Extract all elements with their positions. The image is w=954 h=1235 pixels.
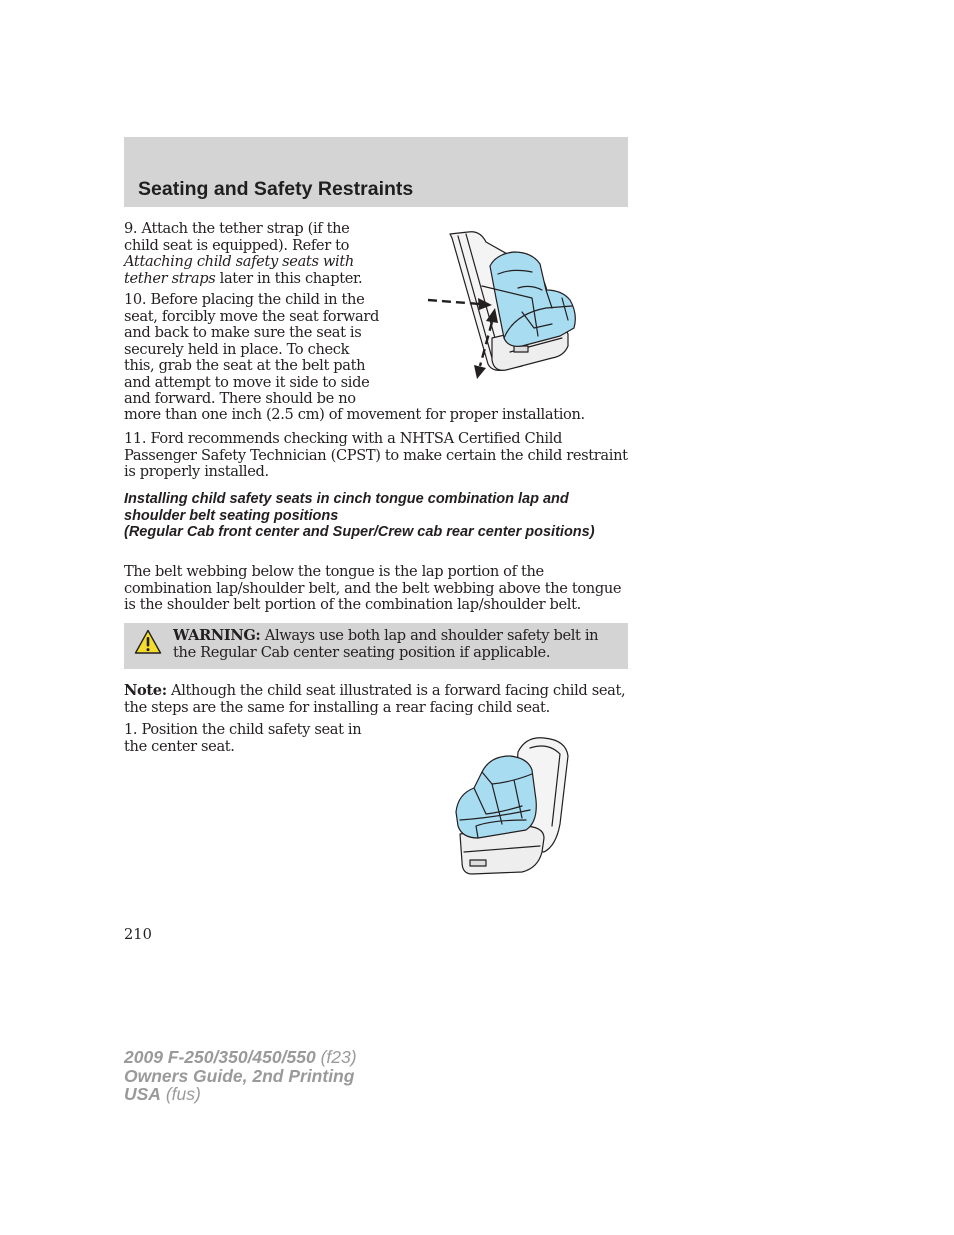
child-seat-movement-illustration bbox=[422, 228, 584, 386]
warning-triangle-icon bbox=[134, 629, 162, 655]
warning-box bbox=[124, 623, 628, 669]
step-9-text-b: later in this chapter. bbox=[215, 269, 363, 287]
page-number: 210 bbox=[124, 926, 152, 943]
note-paragraph bbox=[124, 683, 629, 716]
footer-guide: Owners Guide, 2nd Printing bbox=[124, 1065, 355, 1086]
step-11-paragraph: 11. Ford recommends checking with a NHTSA Certified Child Passenger Safety Technician (CPST) to make certain the child restraint is properly installed. bbox=[124, 430, 628, 480]
subheading-line-1: Installing child safety seats in cinch tongue combination lap and shoulder belt seating positions bbox=[124, 491, 569, 524]
section-header-band bbox=[124, 137, 628, 207]
footer-model: 2009 F-250/350/450/550 bbox=[124, 1047, 316, 1067]
footer-region-code: (fus) bbox=[160, 1084, 201, 1104]
footer-region: USA bbox=[124, 1084, 161, 1104]
step-9-paragraph bbox=[124, 221, 374, 287]
step-1-paragraph: 1. Position the child safety seat in the center seat. bbox=[124, 721, 362, 755]
step-9-text-a: 9. Attach the tether strap (if the child seat is equipped). Refer to bbox=[124, 220, 350, 254]
footer-model-code: (f23) bbox=[315, 1047, 357, 1067]
warning-label: WARNING: bbox=[173, 627, 261, 644]
child-seat-center-illustration bbox=[452, 734, 574, 878]
document-footer bbox=[124, 1048, 357, 1104]
warning-message: Always use both lap and shoulder safety belt in the Regular Cab center seating position if applicable. bbox=[173, 627, 599, 661]
tether-straps-reference: Attaching child safety seats with tether straps bbox=[124, 253, 354, 287]
section-title: Seating and Safety Restraints bbox=[138, 178, 414, 200]
step-10-paragraph-top: 10. Before placing the child in the seat, forcibly move the seat forward and back to make sure the seat is securely held in place. To check this, grab the seat at the belt path and attempt to move it side to side and forward. There should be no bbox=[124, 291, 379, 407]
step-10-paragraph-bottom: more than one inch (2.5 cm) of movement for proper installation. bbox=[124, 406, 585, 423]
warning-text bbox=[173, 628, 618, 661]
note-label: Note: bbox=[124, 682, 167, 699]
note-message: Although the child seat illustrated is a forward facing child seat, the steps are the same for installing a rear facing child seat. bbox=[124, 682, 626, 716]
belt-webbing-paragraph: The belt webbing below the tongue is the lap portion of the combination lap/shoulder belt, and the belt webbing above the tongue is the shoulder belt portion of the combination lap/shoulder belt. bbox=[124, 563, 622, 613]
subheading-line-2: (Regular Cab front center and Super/Crew cab rear center positions) bbox=[124, 524, 595, 540]
installing-subheading bbox=[124, 491, 629, 541]
